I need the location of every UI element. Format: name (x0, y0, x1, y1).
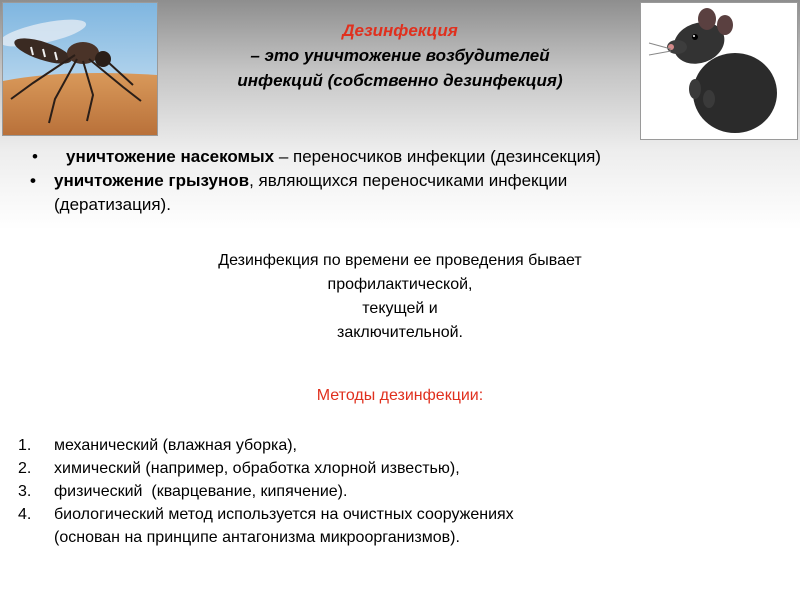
list-item (18, 480, 788, 503)
bullet-marker: • (30, 171, 36, 190)
item-text: механический (влажная уборка), (54, 437, 297, 454)
list-item (18, 434, 788, 457)
title-line-1: – это уничтожение возбудителей (250, 46, 550, 65)
item-number: 1. (18, 437, 32, 454)
timing-line: Дезинфекция по времени ее проведения бывает (218, 252, 582, 269)
slide-title (170, 18, 630, 93)
timing-line: текущей и (362, 300, 438, 317)
item-text: химический (например, обработка хлорной известью), (54, 460, 460, 477)
bullet-text: , являющихся переносчиками инфекции (249, 171, 568, 190)
timing-text (100, 249, 700, 345)
item-number: 2. (18, 460, 32, 477)
bullet-list (26, 145, 786, 217)
bullet-text-line-2: (дератизация). (54, 195, 171, 214)
item-number: 3. (18, 483, 32, 500)
title-line-2: инфекций (собственно дезинфекция) (237, 71, 563, 90)
list-item (26, 145, 786, 169)
list-item (18, 457, 788, 480)
timing-line: профилактической, (327, 276, 473, 293)
methods-list (18, 434, 788, 549)
methods-heading: Методы дезинфекции: (316, 387, 484, 404)
bullet-bold-text: уничтожение насекомых (66, 147, 275, 166)
list-item (26, 169, 786, 217)
title-term: Дезинфекция (342, 21, 458, 40)
bullet-marker: • (32, 147, 38, 166)
item-text: биологический метод используется на очистных сооружениях (54, 506, 514, 523)
list-item (18, 503, 788, 549)
mosquito-photo (2, 2, 158, 136)
bullet-bold-text: уничтожение грызунов (54, 171, 250, 190)
item-text-line-2: (основан на принципе антагонизма микроорганизмов). (54, 529, 460, 546)
item-number: 4. (18, 506, 32, 523)
timing-line: заключительной. (337, 324, 463, 341)
item-text: физический (кварцевание, кипячение). (54, 483, 348, 500)
rat-photo (640, 2, 798, 140)
bullet-text: – переносчиков инфекции (дезинсекция) (274, 147, 601, 166)
